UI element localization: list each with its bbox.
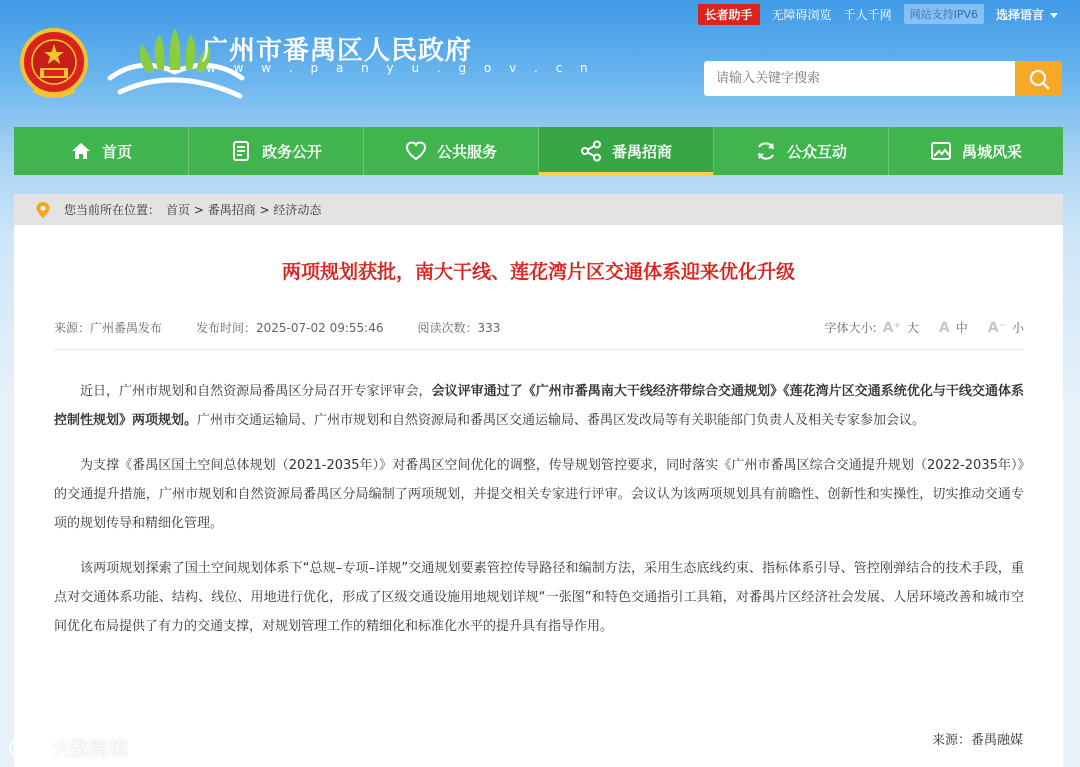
language-selector[interactable]: 选择语言 bbox=[996, 6, 1058, 23]
paragraph-3: 该两项规划探索了国土空间规划体系下“总规–专项–详规”交通规划要素管控传导路径和编制方法，采用生态底线约束、指标体系引导、管控刚弹结合的技术手段，重点对交通体系功能、结构、线位、用地进行优化，形成了区级交通设施用地规划详规“一张图”和特色交通指引工具箱，对番禺片区经济社会发展、人居环境改善和城市空间优化布局提供了有力的交通支撑，对规划管理工作的精细化和标准化水平的提升具有指导作用。 bbox=[54, 561, 1024, 634]
article-body bbox=[54, 377, 1024, 657]
paragraph-1-bold: 会议评审通过了《广州市番禺南大干线经济带综合交通规划》《莲花湾片区交通系统优化与干线交通体系控制性规划》两项规划。 bbox=[54, 384, 1024, 428]
top-utility-bar bbox=[698, 4, 1058, 24]
ipv6-badge: 网站支持IPV6 bbox=[904, 4, 984, 24]
qianren-link[interactable]: 千人千网 bbox=[843, 7, 892, 22]
font-small-button[interactable]: 小 bbox=[1011, 321, 1024, 335]
site-url: w w w . p a n y u . g o v . c n bbox=[206, 61, 595, 75]
meta-divider bbox=[54, 349, 1024, 350]
font-large-button[interactable]: 大 bbox=[906, 321, 919, 335]
main-nav bbox=[14, 127, 1063, 175]
article-source: 来源：广州番禺发布 bbox=[54, 321, 163, 335]
nav-label: 首页 bbox=[101, 142, 132, 161]
watermark-text: 大数跨境 bbox=[52, 738, 129, 760]
font-size-label: 字体大小: bbox=[824, 321, 877, 335]
font-medium-button[interactable]: 中 bbox=[955, 321, 968, 335]
footer-source: 来源：番禺融媒 bbox=[931, 733, 1023, 748]
paragraph-1 bbox=[54, 377, 1024, 435]
location-pin-icon bbox=[36, 202, 50, 218]
national-emblem-icon bbox=[18, 26, 90, 106]
document-icon bbox=[230, 140, 252, 162]
search-box bbox=[704, 61, 1062, 96]
nav-item-home[interactable] bbox=[14, 127, 189, 175]
site-title[interactable]: 广州市番禺区人民政府 bbox=[202, 36, 473, 66]
font-small-icon[interactable]: A⁻ bbox=[987, 319, 1006, 336]
nav-label: 政务公开 bbox=[261, 142, 322, 161]
nav-item-interaction[interactable] bbox=[714, 127, 889, 175]
watermark bbox=[8, 734, 128, 761]
accessibility-link[interactable]: 无障碍浏览 bbox=[771, 7, 832, 22]
nav-item-investment[interactable] bbox=[539, 127, 714, 175]
elder-helper-button[interactable]: 长者助手 bbox=[698, 4, 760, 25]
paragraph-2: 为支撑《番禺区国土空间总体规划（2021-2035年）》对番禺区空间优化的调整，传导规划管控要求，同时落实《广州市番禺区综合交通提升规划（2022-2035年）》的交通提升措施，广州市规划和自然资源局番禺区分局编制了两项规划，并提交相关专家进行评审。会议认为该两项规划具有前瞻性、创新性和实操性，切实推动交通专项的规划传导和精细化管理。 bbox=[54, 458, 1024, 531]
read-count: 阅读次数：333 bbox=[417, 321, 501, 335]
font-medium-icon[interactable]: A bbox=[938, 319, 950, 336]
search-icon bbox=[1028, 68, 1050, 90]
breadcrumb bbox=[14, 194, 1063, 225]
nav-item-public-service[interactable] bbox=[364, 127, 539, 175]
image-icon bbox=[930, 140, 952, 162]
font-large-icon[interactable]: A⁺ bbox=[882, 319, 901, 336]
breadcrumb-path[interactable]: 首页 > 番禺招商 > 经济动态 bbox=[166, 203, 322, 217]
nav-label: 公共服务 bbox=[436, 142, 497, 161]
paragraph-1-tail: 广州市交通运输局、广州市规划和自然资源局和番禺区交通运输局、番禺区发改局等有关职能部门负责人及相关专家参加会议。 bbox=[197, 413, 926, 428]
article-panel bbox=[14, 225, 1063, 767]
search-button[interactable] bbox=[1015, 61, 1062, 96]
share-icon bbox=[580, 140, 602, 162]
breadcrumb-prefix: 您当前所在位置： bbox=[64, 203, 161, 217]
nav-item-city-style[interactable] bbox=[889, 127, 1063, 175]
font-size-control bbox=[825, 319, 1024, 336]
home-icon bbox=[70, 140, 92, 162]
heart-icon bbox=[405, 140, 427, 162]
nav-label: 番禺招商 bbox=[611, 142, 672, 161]
article-meta bbox=[54, 319, 1024, 336]
nav-item-gov-affairs[interactable] bbox=[189, 127, 364, 175]
nav-label: 禺城风采 bbox=[961, 142, 1022, 161]
refresh-icon bbox=[755, 140, 777, 162]
article-title: 两项规划获批，南大干线、莲花湾片区交通体系迎来优化升级 bbox=[281, 261, 795, 283]
nav-label: 公众互动 bbox=[786, 142, 847, 161]
watermark-logo-icon bbox=[8, 737, 46, 759]
paragraph-1-lead: 近日，广州市规划和自然资源局番禺区分局召开专家评审会， bbox=[80, 384, 432, 399]
search-input[interactable] bbox=[704, 61, 1015, 96]
publish-time: 发布时间：2025-07-02 09:55:46 bbox=[196, 321, 384, 335]
